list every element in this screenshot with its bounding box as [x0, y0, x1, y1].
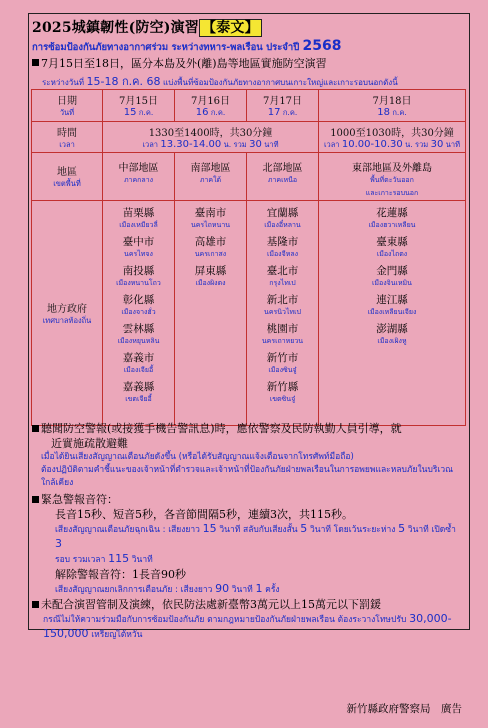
schedule-summary-thai: ระหว่างวันที่ 15-18 ก.ค. 68 แบ่งพื้นที่ซ้อมป้องกันภัยทางอากาศบนเกาะใหญ่และเกาะรอบนอกดังนี้ — [42, 75, 398, 88]
notice-penalty: 未配合演習管制及演練，依民防法處新臺幣3萬元以上15萬元以下罰鍰 กรณีไม่ให้ความร่วมมือกับการซ้อมป้องกันภัย ตามกฎหมายป้องกันภัยฝ่ายพลเรือน ต้องระวางโทษปรับ 30,000- 150,000 เหรียญไต้หวัน — [31, 597, 465, 642]
county-item: 嘉義市 เมืองเจียอี้ — [122, 352, 155, 374]
footer-credit: 新竹縣政府警察局 廣告 — [346, 703, 462, 715]
county-item: 臺南市 นครไถหนาน — [190, 207, 231, 229]
date-row — [32, 90, 466, 122]
county-item: 新竹縣 เขตซินจู๋ — [266, 381, 299, 403]
time-outer-cell: 1000至1030時，共30分鐘 เวลา 10.00-10.30 น. รวม 30 นาที — [319, 122, 466, 153]
region-cell: 北部地區 ภาคเหนือ — [247, 153, 319, 201]
region-row — [32, 153, 466, 201]
date-header: 日期 วันที่ — [32, 90, 103, 122]
region-header: 地區 เขตพื้นที่ — [32, 153, 103, 201]
date-cell: 7月17日 17 ก.ค. — [247, 90, 319, 122]
notice-evacuation: 聽聞防空警報(或接獲手機告警訊息)時，應依警察及民防執勤人員引導，就 近實施疏散避難 เมื่อได้ยินเสียงสัญญาณเตือนภัยดังขึ้น (หรือได้รับสัญญาณแจ้งเตือนจากโทรศัพท์มือถือ) ต้องปฏิบัติตามคำชี้แนะของเจ้าหน้าที่ตำรวจและเจ้าหน้าที่ป้องกันภัยฝ่ายพลเรือนในการอพยพและหลบภัยในบริเวณใกล้เคียง — [31, 421, 465, 490]
region-cell: 南部地區 ภาคใต้ — [175, 153, 247, 201]
county-item: 金門縣 เมืองจินเหมิน — [372, 265, 412, 287]
county-item: 連江縣 เมืองเหลียนเจียง — [367, 294, 417, 316]
region-cell: 中部地區 ภาคกลาง — [103, 153, 175, 201]
page-title: 2025城鎮韌性(防空)演習 【泰文】 — [32, 17, 262, 37]
county-item: 宜蘭縣 เมืองอี๋หลาน — [264, 207, 301, 229]
county-item: 南投縣 เมืองหนานโถว — [116, 265, 161, 287]
county-item: 臺中市 นครไทจง — [122, 236, 155, 258]
date-cell: 7月15日 15 ก.ค. — [103, 90, 175, 122]
notice-list — [31, 421, 465, 642]
time-main-cell: 1330至1400時，共30分鐘 เวลา 13.30-14.00 น. รวม 30 นาที — [103, 122, 319, 153]
north-counties — [247, 201, 319, 426]
county-item: 嘉義縣 เขตเจียอี้ — [122, 381, 155, 403]
government-row — [32, 201, 466, 426]
bullet-square-icon — [32, 425, 39, 432]
schedule-summary: 7月15日至18日，區分本島及外(離)島等地區實施防空演習 — [32, 55, 327, 71]
county-item: 高雄市 นครเกาสง — [194, 236, 227, 258]
county-item: 桃園市 นครเถาหยวน — [261, 323, 304, 345]
time-row — [32, 122, 466, 153]
schedule-table — [31, 89, 466, 426]
south-counties — [175, 201, 247, 426]
county-item: 苗栗縣 เมืองเหมียวลี่ — [119, 207, 158, 229]
time-header: 時間 เวลา — [32, 122, 103, 153]
poster-sheet — [28, 13, 470, 640]
date-cell: 7月18日 18 ก.ค. — [319, 90, 466, 122]
notice-alarm-signals: 緊急警報音符： 長音15秒、短音5秒，各音節間隔5秒，連續3次，共115秒。 เสียงสัญญาณเตือนภัยฉุกเฉิน : เสียงยาว 15 วินาที สลับกับเสียงสั้น 5 วินาที โดยเว้นระยะห่าง 5 วินาที เปิดซ้ำ 3 รอบ รวมเวลา 115 วินาที 解除警報音符：1長音90秒 เสียงสัญญาณยกเลิกการเตือนภัย : เสียงยาว 90 วินาที 1 ครั้ง — [31, 492, 465, 597]
county-item: 澎湖縣 เมืองเผิงหู — [376, 323, 408, 345]
county-item: 雲林縣 เมืองหยุนหลิน — [117, 323, 160, 345]
language-tag: 【泰文】 — [199, 19, 262, 37]
county-item: 新竹市 เมืองซินจู๋ — [266, 352, 299, 374]
government-header: 地方政府 เทศบาลท้องถิ่น — [32, 201, 103, 426]
county-item: 屏東縣 เมืองผิงตง — [194, 265, 227, 287]
date-cell: 7月16日 16 ก.ค. — [175, 90, 247, 122]
region-cell: 東部地區及外離島 พื้นที่ตะวันออก และเกาะรอบนอก — [319, 153, 466, 201]
east-counties — [319, 201, 466, 426]
county-item: 花蓮縣 เมืองฮวาเหลียน — [368, 207, 416, 229]
county-item: 彰化縣 เมืองจางฮั่ว — [121, 294, 156, 316]
bullet-square-icon — [32, 601, 39, 608]
bullet-square-icon — [32, 496, 39, 503]
county-item: 臺北市 กรุงไทเป — [266, 265, 299, 287]
county-item: 基隆市 เมืองจีหลง — [266, 236, 299, 258]
thai-subtitle: การซ้อมป้องกันภัยทางอากาศร่วม ระหว่างทหาร-พลเรือน ประจำปี 2568 — [32, 38, 342, 54]
county-item: 新北市 นครนิวไทเป — [264, 294, 301, 316]
county-item: 臺東縣 เมืองไถตง — [376, 236, 408, 258]
central-counties — [103, 201, 175, 426]
bullet-square-icon — [32, 59, 39, 66]
